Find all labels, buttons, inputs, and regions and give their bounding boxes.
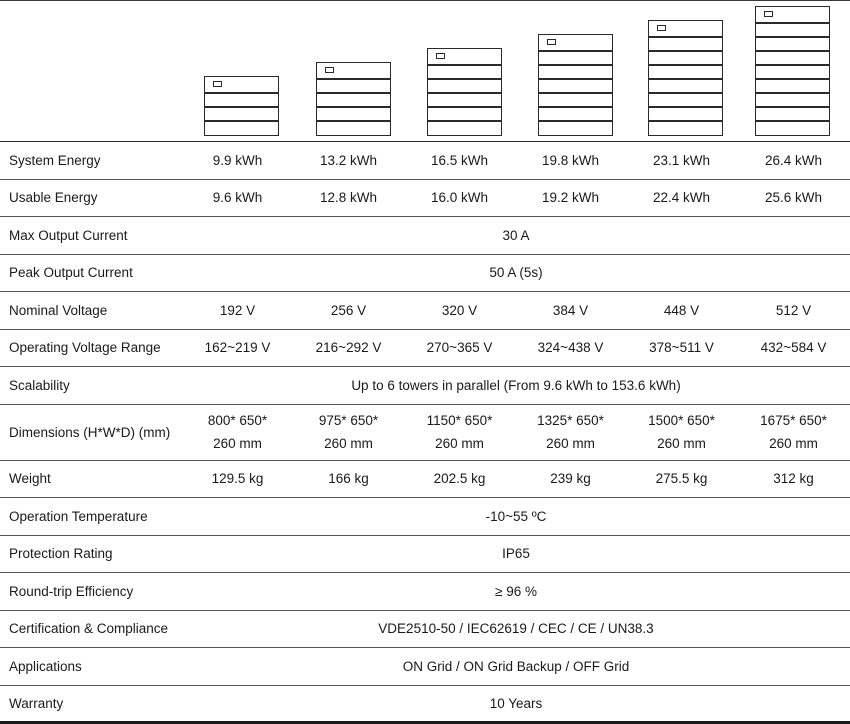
value-cell: 512 V [737,292,850,330]
module-divider [205,92,278,94]
module-divider [649,36,722,38]
module-divider [205,120,278,122]
value-cell: 9.9 kWh [182,142,293,180]
value-cell: 13.2 kWh [293,142,404,180]
row-certification [0,610,850,648]
value-cell: 239 kg [515,460,626,498]
value-cell: 16.5 kWh [404,142,515,180]
module-divider [539,50,612,52]
module-divider [649,64,722,66]
value-cell [626,404,737,460]
row-label: Applications [0,648,182,686]
module-divider [428,106,501,108]
battery-tower-icon [204,76,279,136]
row-usable-energy [0,179,850,217]
value-cell: 270~365 V [404,329,515,367]
value-cell: Up to 6 towers in parallel (From 9.6 kWh to 153.6 kWh) [182,367,850,405]
row-label: Max Output Current [0,217,182,255]
dimension-line: 260 mm [324,436,373,451]
dimension-line: 260 mm [435,436,484,451]
row-dimensions [0,404,850,460]
row-label: Usable Energy [0,179,182,217]
row-warranty [0,685,850,723]
module-divider [756,106,829,108]
module-divider [317,120,390,122]
module-divider [428,120,501,122]
value-cell: -10~55 ºC [182,498,850,536]
module-divider [756,92,829,94]
value-cell: IP65 [182,535,850,573]
module-divider [756,36,829,38]
value-cell: 432~584 V [737,329,850,367]
module-divider [756,120,829,122]
value-cell [182,404,293,460]
value-cell [293,404,404,460]
row-scalability [0,367,850,405]
module-divider [317,78,390,80]
value-cell: 30 A [182,217,850,255]
module-divider [428,64,501,66]
value-cell: 312 kg [737,460,850,498]
module-divider [649,120,722,122]
dimension-line: 260 mm [546,436,595,451]
row-label: Protection Rating [0,535,182,573]
row-label: Warranty [0,685,182,723]
module-divider [649,50,722,52]
module-divider [756,64,829,66]
dimension-line: 260 mm [769,436,818,451]
value-cell: ≥ 96 % [182,573,850,611]
value-cell: 202.5 kg [404,460,515,498]
indicator-light-icon [547,39,556,45]
row-label: Peak Output Current [0,254,182,292]
value-cell [515,404,626,460]
row-weight [0,460,850,498]
dimension-line: 800* 650* [207,413,268,428]
row-label: Round-trip Efficiency [0,573,182,611]
value-cell: 22.4 kWh [626,179,737,217]
value-cell: 256 V [293,292,404,330]
dimension-line: 260 mm [657,436,706,451]
module-divider [539,106,612,108]
battery-tower-icon [316,62,391,136]
battery-tower-icon [427,48,502,136]
module-divider [539,78,612,80]
module-divider [539,92,612,94]
module-divider [756,50,829,52]
value-cell: 448 V [626,292,737,330]
module-divider [428,92,501,94]
row-nominal-voltage [0,292,850,330]
indicator-light-icon [325,67,334,73]
value-cell: 19.8 kWh [515,142,626,180]
module-divider [205,106,278,108]
indicator-light-icon [764,11,773,17]
row-label: Nominal Voltage [0,292,182,330]
battery-tower-icon [648,20,723,136]
value-cell: 216~292 V [293,329,404,367]
row-round-trip-efficiency [0,573,850,611]
row-operation-temperature [0,498,850,536]
row-label: Dimensions (H*W*D) (mm) [0,404,182,460]
module-divider [756,78,829,80]
value-cell [737,404,850,460]
module-divider [649,78,722,80]
value-cell: 25.6 kWh [737,179,850,217]
row-operating-voltage-range [0,329,850,367]
value-cell: 16.0 kWh [404,179,515,217]
dimension-line: 260 mm [213,436,262,451]
module-divider [539,64,612,66]
row-protection-rating [0,535,850,573]
value-cell [404,404,515,460]
module-divider [317,92,390,94]
value-cell: 162~219 V [182,329,293,367]
row-label: Scalability [0,367,182,405]
module-divider [649,92,722,94]
indicator-light-icon [436,53,445,59]
battery-tower-icon [538,34,613,136]
value-cell: 384 V [515,292,626,330]
value-cell: 9.6 kWh [182,179,293,217]
row-applications [0,648,850,686]
value-cell: 129.5 kg [182,460,293,498]
value-cell: 320 V [404,292,515,330]
battery-tower-icon [755,6,830,136]
row-system-energy [0,142,850,180]
dimension-line: 975* 650* [318,413,379,428]
value-cell: VDE2510-50 / IEC62619 / CEC / CE / UN38.3 [182,610,850,648]
value-cell: 19.2 kWh [515,179,626,217]
module-divider [317,106,390,108]
dimension-line: 1150* 650* [426,413,493,428]
row-peak-output-current [0,254,850,292]
row-label: Weight [0,460,182,498]
module-divider [649,106,722,108]
module-divider [428,78,501,80]
value-cell: 166 kg [293,460,404,498]
value-cell: 23.1 kWh [626,142,737,180]
value-cell: 378~511 V [626,329,737,367]
dimension-line: 1325* 650* [537,413,604,428]
module-divider [756,22,829,24]
value-cell: 275.5 kg [626,460,737,498]
module-divider [539,120,612,122]
battery-tower-illustrations [0,0,850,141]
indicator-light-icon [657,25,666,31]
spec-table [0,141,850,724]
row-label: System Energy [0,142,182,180]
value-cell: 50 A (5s) [182,254,850,292]
row-label: Operation Temperature [0,498,182,536]
row-label: Certification & Compliance [0,610,182,648]
value-cell: 10 Years [182,685,850,723]
value-cell: 192 V [182,292,293,330]
value-cell: 12.8 kWh [293,179,404,217]
value-cell: 324~438 V [515,329,626,367]
value-cell: 26.4 kWh [737,142,850,180]
row-label: Operating Voltage Range [0,329,182,367]
dimension-line: 1500* 650* [648,413,715,428]
row-max-output-current [0,217,850,255]
value-cell: ON Grid / ON Grid Backup / OFF Grid [182,648,850,686]
indicator-light-icon [213,81,222,87]
dimension-line: 1675* 650* [760,413,827,428]
